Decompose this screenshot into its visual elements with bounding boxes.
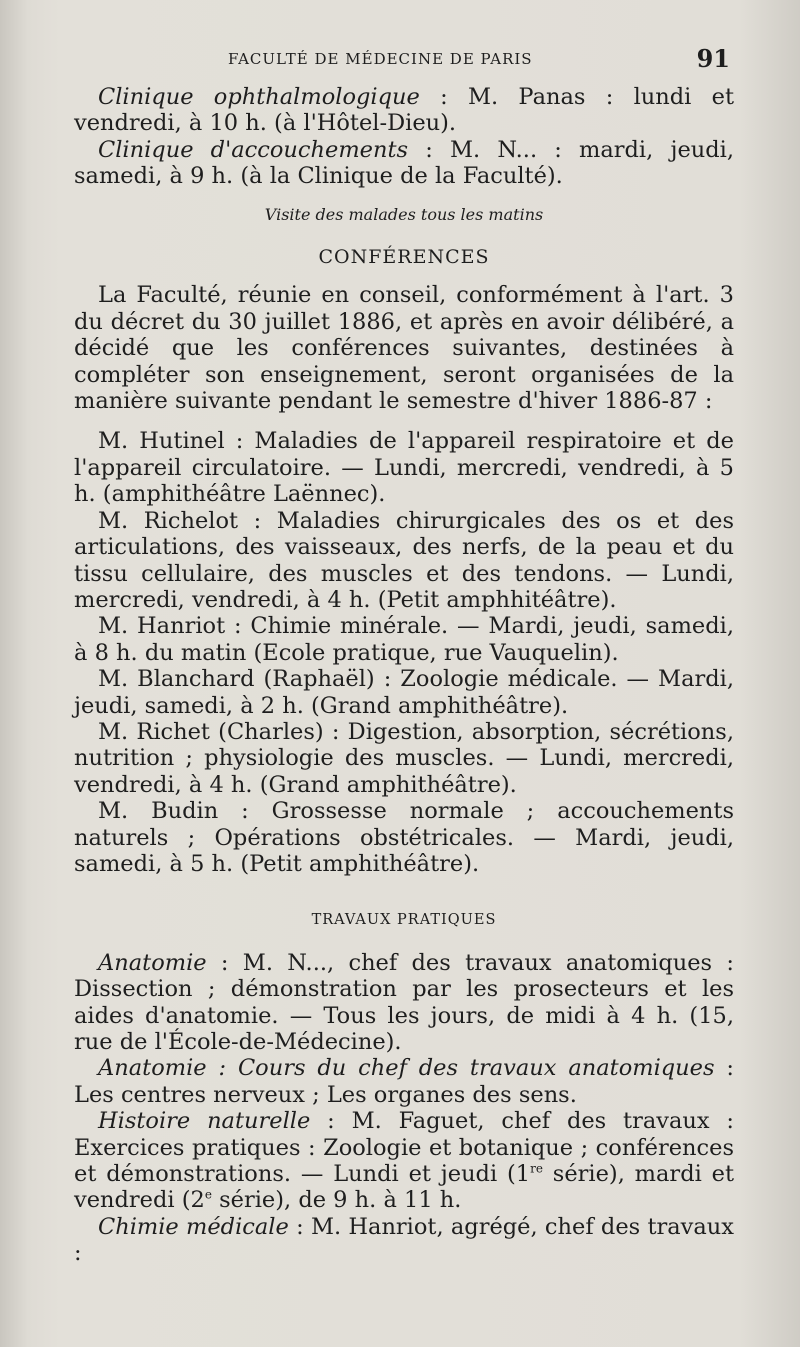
travaux-histoire-text-b: série), mardi et vendredi (2 [74, 1161, 734, 1214]
visite-note: Visite des malades tous les matins [264, 204, 544, 224]
conference-item: M. Hanriot : Chimie minérale. — Mardi, jeudi, samedi, à 8 h. du matin (Ecole pratique, rue Vauquelin). [74, 613, 734, 666]
travaux-heading: TRAVAUX PRATIQUES [311, 912, 497, 929]
clinique-accouchements-label: Clinique d'accouchements [98, 136, 409, 163]
travaux-chimie-medicale [74, 1214, 734, 1267]
conferences-intro: La Faculté, réunie en conseil, conformément à l'art. 3 du décret du 30 juillet 1886, et après en avoir délibéré, a décidé que les conférences suivantes, destinées à compléter son enseignement, seront organisées de la manière suivante pendant le semestre d'hiver 1886-87 : [74, 282, 734, 415]
page-number: 91 [696, 44, 730, 73]
conferences-heading: CONFÉRENCES [318, 246, 490, 269]
page-header [0, 46, 800, 76]
clinique-ophtalmo-label: Clinique ophthalmologique [98, 84, 420, 110]
clinique-accouchements-text: : M. N... : mardi, jeudi, samedi, à 9 h. (à la Clinique de la Faculté). [74, 136, 734, 190]
travaux-chimie-text: : M. Hanriot, agrégé, chef des travaux : [74, 1213, 734, 1267]
travaux-anatomie-cours-label: Anatomie : Cours du chef des travaux anatomiques [98, 1055, 715, 1082]
travaux-histoire-label: Histoire naturelle [98, 1108, 311, 1135]
travaux-histoire-text-c: série), de 9 h. à 11 h. [211, 1187, 462, 1214]
travaux-anatomie-cours-text: : Les centres nerveux ; Les organes des sens. [74, 1055, 734, 1108]
travaux-anatomie-text: : M. N..., chef des travaux anatomiques : Dissection ; démonstration par les prosecteurs et les aides d'anatomie. — Tous les jours, de midi à 4 h. (15, rue de l'École-de-Médecine). [74, 949, 734, 1055]
superscript-e: e [204, 1187, 212, 1202]
conference-item: M. Blanchard (Raphaël) : Zoologie médicale. — Mardi, jeudi, samedi, à 2 h. (Grand amphithéâtre). [74, 666, 734, 719]
page-body [74, 84, 734, 1267]
clinique-accouchements [74, 137, 734, 190]
travaux-anatomie-cours [74, 1055, 734, 1108]
travaux-anatomie-label: Anatomie [98, 949, 207, 976]
spacer [74, 414, 734, 428]
travaux-histoire-naturelle [74, 1108, 734, 1214]
travaux-anatomie [74, 950, 734, 1056]
conference-item: M. Hutinel : Maladies de l'appareil respiratoire et de l'appareil circulatoire. — Lundi, mercredi, vendredi, à 5 h. (amphithéâtre Laënnec). [74, 428, 734, 508]
conference-item: M. Richelot : Maladies chirurgicales des os et des articulations, des vaisseaux, des nerfs, de la peau et du tissu cellulaire, des muscles et des tendons. — Lundi, mercredi, vendredi, à 4 h. (Petit amphhitéâtre). [74, 507, 734, 613]
travaux-chimie-label: Chimie médicale [98, 1213, 289, 1240]
running-title: FACULTÉ DE MÉDECINE DE PARIS [228, 50, 533, 68]
conference-item: M. Richet (Charles) : Digestion, absorption, sécrétions, nutrition ; physiologie des muscles. — Lundi, mercredi, vendredi, à 4 h. (Grand amphithéâtre). [74, 718, 734, 798]
travaux-histoire-text-a: : M. Faguet, chef des travaux : Exercices pratiques : Zoologie et botanique ; conférences et démonstrations. — Lundi et jeudi (1 [74, 1108, 735, 1188]
conference-item: M. Budin : Grossesse normale ; accouchements naturels ; Opérations obstétricales. — Mardi, jeudi, samedi, à 5 h. (Petit amphithéâtre). [74, 798, 734, 877]
clinique-ophtalmo-text: : M. Panas : lundi et vendredi, à 10 h. (à l'Hôtel-Dieu). [74, 84, 734, 137]
superscript-re: re [530, 1161, 543, 1176]
clinique-ophtalmo [74, 84, 734, 137]
